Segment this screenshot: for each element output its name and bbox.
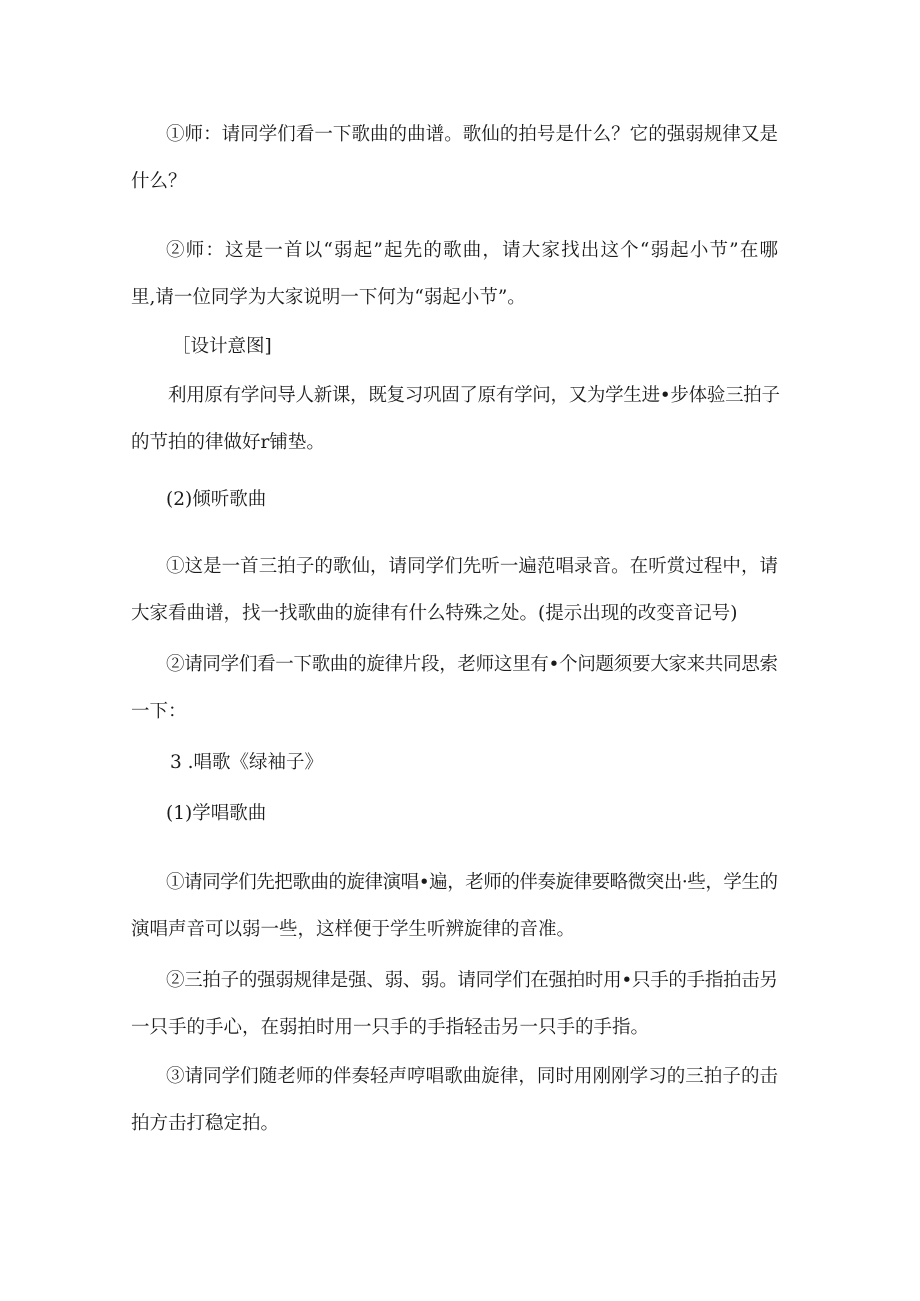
section-heading: (1)学唱歌曲: [166, 803, 267, 824]
paragraph-line: ①这是一首三拍子的歌仙，请同学们先听一遍范唱录音。在听赏过程中，请: [166, 556, 779, 577]
paragraph-line: 演唱声音可以弱一些，这样便于学生听辨旋律的音准。: [131, 919, 576, 940]
paragraph-line: ①师：请同学们看一下歌曲的曲谱。歌仙的拍号是什么？它的强弱规律又是: [166, 124, 779, 145]
paragraph-line: ①请同学们先把歌曲的旋律演唱•遍，老师的伴奏旋律要略微突出·些，学生的: [166, 872, 778, 893]
paragraph-line: 里,请一位同学为大家说明一下何为“弱起小节”。: [131, 287, 526, 308]
paragraph-line: 什么？: [131, 171, 187, 192]
paragraph-line: ③请同学们随老师的伴奏轻声哼唱歌曲旋律，同时用刚刚学习的三拍子的击: [166, 1066, 779, 1087]
section-heading: (2)倾听歌曲: [166, 489, 267, 510]
paragraph-line: 大家看曲谱，找一找歌曲的旋律有什么特殊之处。(提示出现的改变音记号): [131, 603, 738, 624]
paragraph-line: ［设计意图]: [172, 336, 272, 357]
paragraph-line: 利用原有学问导人新课，既复习巩固了原有学问，又为学生进•步体验三拍子: [168, 385, 780, 406]
section-heading: 3 .唱歌《绿袖子》: [170, 752, 324, 773]
paragraph-line: ②请同学们看一下歌曲的旋律片段，老师这里有•个问题须要大家来共同思索: [166, 654, 778, 675]
paragraph-line: 的节拍的律做好r铺垫。: [131, 432, 325, 453]
paragraph-line: 一下：: [131, 701, 187, 722]
paragraph-line: ②三拍子的强弱规律是强、弱、弱。请同学们在强拍时用•只手的手指拍击另: [166, 970, 778, 991]
paragraph-line: 一只手的手心，在弱拍时用一只手的手指轻击另一只手的手指。: [131, 1017, 650, 1038]
paragraph-line: ②师：这是一首以“弱起”起先的歌曲，请大家找出这个“弱起小节”在哪: [166, 240, 780, 261]
paragraph-line: 拍方击打稳定拍。: [131, 1113, 280, 1134]
